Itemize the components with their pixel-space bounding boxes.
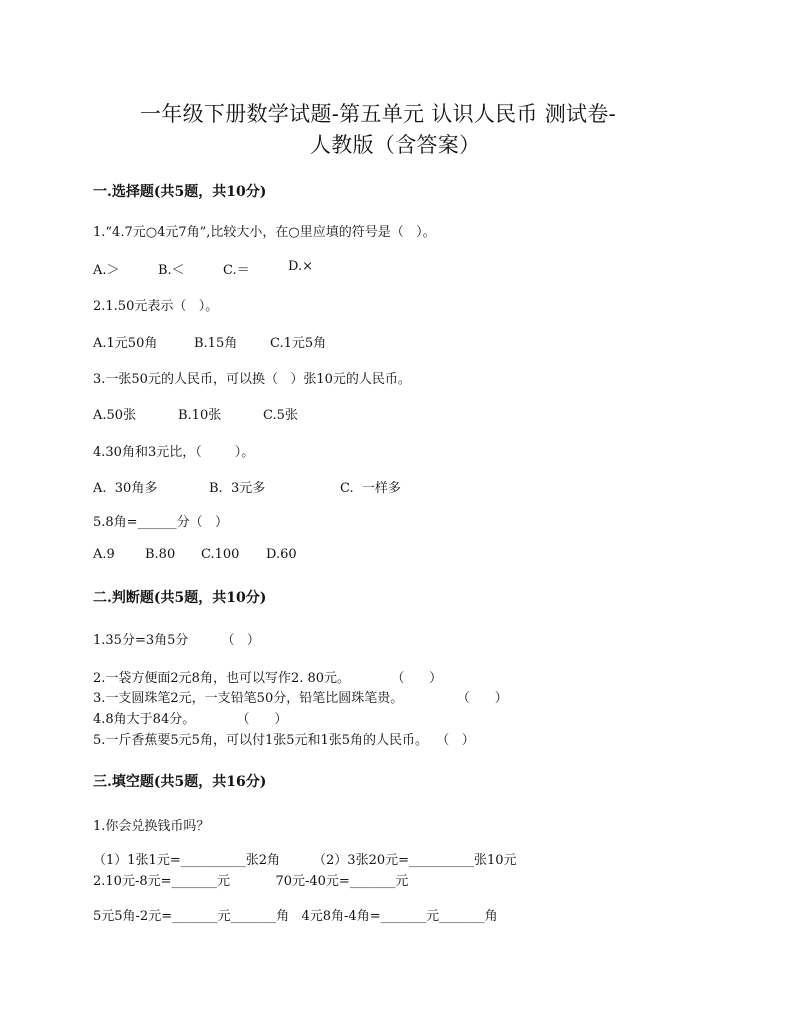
fill-item-1: 1.你会兑换钱币吗？ bbox=[93, 819, 210, 834]
option-c: C.100 bbox=[201, 547, 240, 562]
option-b: B.15角 bbox=[194, 336, 238, 351]
fill-item-1-parts: （1）1张1元=__________张2角 （2）3张20元=__________张10元 bbox=[93, 853, 517, 868]
option-c: C.1元5角 bbox=[270, 336, 327, 351]
page-title-line2: 人教版（含答案） bbox=[310, 133, 481, 157]
option-a: A.9 bbox=[93, 547, 115, 562]
question-4: 4.30角和3元比，（ ）。 bbox=[93, 445, 255, 460]
option-b: B. 3元多 bbox=[209, 481, 266, 496]
option-c: C.＝ bbox=[223, 263, 250, 278]
option-c: C.5张 bbox=[263, 408, 298, 423]
judge-item-5: 5.一斤香蕉要5元5角，可以付1张5元和1张5角的人民币。 （ ） bbox=[93, 733, 475, 748]
section-heading-fill: 三.填空题(共5题，共16分) bbox=[93, 774, 267, 790]
question-1: 1.“4.7元○4元7角”,比较大小，在○里应填的符号是（ ）。 bbox=[93, 225, 436, 240]
question-5: 5.8角=______分（ ） bbox=[93, 515, 228, 530]
option-d: D.60 bbox=[266, 547, 297, 562]
option-a: A.50张 bbox=[93, 408, 137, 423]
section-heading-judge: 二.判断题(共5题，共10分) bbox=[93, 590, 267, 606]
option-c: C. 一样多 bbox=[340, 481, 401, 496]
section-heading-choice: 一.选择题(共5题，共10分) bbox=[93, 184, 267, 200]
option-b: B.80 bbox=[145, 547, 176, 562]
option-d: D.× bbox=[288, 259, 313, 274]
judge-item-1: 1.35分=3角5分 （ ） bbox=[93, 633, 260, 648]
option-a: A.1元50角 bbox=[93, 336, 158, 351]
option-a: A.＞ bbox=[93, 263, 120, 278]
option-b: B.10张 bbox=[178, 408, 222, 423]
fill-item-2-continued: 5元5角-2元=_______元_______角 4元8角-4角=_______元_______角 bbox=[93, 909, 498, 924]
judge-item-3: 3.一支圆珠笔2元，一支铅笔50分，铅笔比圆珠笔贵。 （ ） bbox=[93, 691, 508, 706]
option-a: A. 30角多 bbox=[93, 481, 158, 496]
option-b: B.＜ bbox=[158, 263, 185, 278]
page-title-line1: 一年级下册数学试题-第五单元 认识人民币 测试卷- bbox=[140, 102, 617, 126]
judge-item-4: 4.8角大于84分。 （ ） bbox=[93, 712, 288, 727]
question-2: 2.1.50元表示（ ）。 bbox=[93, 299, 219, 314]
judge-item-2: 2.一袋方便面2元8角，也可以写作2. 80元。 （ ） bbox=[93, 671, 443, 686]
question-3: 3.一张50元的人民币，可以换（ ）张10元的人民币。 bbox=[93, 372, 411, 387]
fill-item-2: 2.10元-8元=_______元 70元-40元=_______元 bbox=[93, 874, 409, 889]
